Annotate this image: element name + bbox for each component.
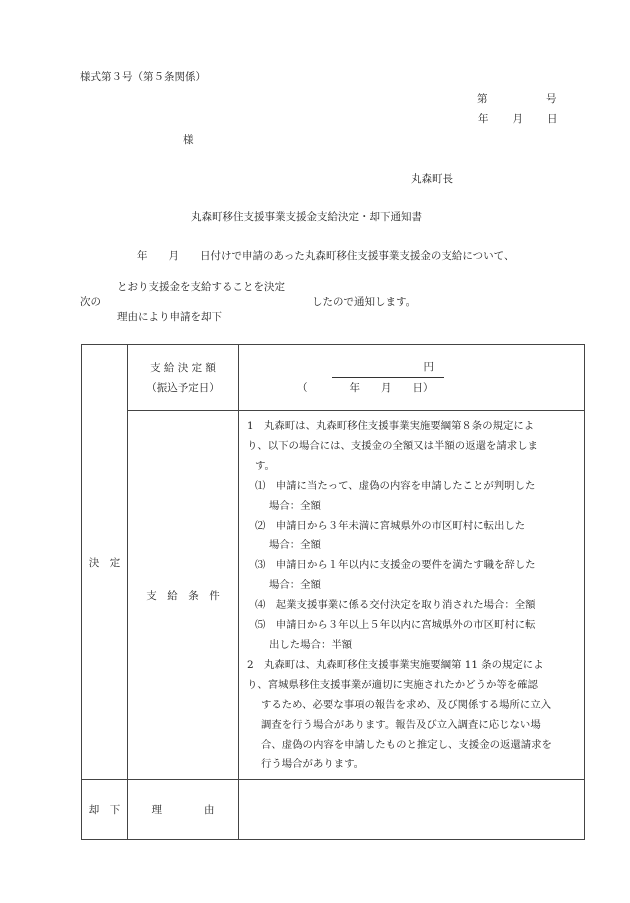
condition-line: 2 丸森町は、丸森町移住支援事業実施要綱第 11 条の規定によ xyxy=(247,658,544,671)
amount-field[interactable] xyxy=(332,357,444,378)
condition-line: 場合：全額 xyxy=(269,499,321,512)
transfer-date-value[interactable]: （ 年 月 日） xyxy=(297,382,434,394)
condition-line: ⑶ 申請日から１年以内に支援金の要件を満たす職を辞した xyxy=(255,559,536,572)
condition-line: 行う場合があります。 xyxy=(261,758,365,771)
option-reject: 理由により申請を却下 xyxy=(117,311,222,323)
condition-line: り、宮城県移住支援事業が適切に実施されたかどうか等を確認 xyxy=(247,678,538,691)
conditions-label: 支 給 条 件 xyxy=(146,589,220,602)
condition-line: ⑵ 申請日から３年未満に宮城県外の市区町村に転出した xyxy=(255,519,526,532)
decision-table xyxy=(81,344,585,840)
conditions-cell xyxy=(239,411,585,780)
reject-label: 却 下 xyxy=(88,804,121,817)
reason-label: 理 由 xyxy=(151,804,215,817)
condition-line: す。 xyxy=(255,459,275,472)
condition-line: するため、必要な事項の報告を求め、及び関係する場所に立入 xyxy=(261,698,552,711)
addressee-suffix: 様 xyxy=(183,134,194,146)
conditions-label-cell xyxy=(128,411,239,780)
option-grant: とおり支援金を支給することを決定 xyxy=(117,281,285,293)
reason-label-cell xyxy=(128,780,239,840)
condition-line: 合、虚偽の内容を申請したものと推定し、支援金の返還請求を xyxy=(261,738,552,751)
form-number: 様式第３号（第５条関係） xyxy=(80,71,206,83)
condition-line: ⑸ 申請日から３年以上５年以内に宮城県外の市区町村に転 xyxy=(255,619,536,632)
document-date: 年 月 日 xyxy=(478,113,559,125)
prefix-next: 次の xyxy=(80,296,101,308)
condition-line: 場合：全額 xyxy=(269,539,321,552)
condition-line: ⑴ 申請に当たって、虚偽の内容を申請したことが判明した xyxy=(255,479,536,492)
page-title: 丸森町移住支援事業支援金支給決定・却下通知書 xyxy=(191,211,422,223)
yen-unit: 円 xyxy=(423,361,434,373)
condition-line: 出した場合：半額 xyxy=(269,638,353,651)
condition-line: ⑷ 起業支援事業に係る交付決定を取り消された場合：全額 xyxy=(255,599,536,612)
reject-cell xyxy=(82,780,128,840)
reason-value-cell[interactable] xyxy=(239,780,585,840)
decision-label: 決 定 xyxy=(88,556,121,569)
condition-line: り、以下の場合には、支援金の全額又は半額の返還を請求しま xyxy=(247,439,538,452)
transfer-date-label: （振込予定日） xyxy=(146,381,220,394)
intro-line: 年 月 日付けで申請のあった丸森町移住支援事業支援金の支給について、 xyxy=(137,250,515,262)
notice-suffix: したので通知します。 xyxy=(312,296,417,308)
decision-cell xyxy=(82,345,128,780)
amount-label: 支 給 決 定 額 xyxy=(150,361,216,374)
condition-line: 調査を行う場合があります。報告及び立入調査に応じない場 xyxy=(261,718,541,731)
condition-line: 1 丸森町は、丸森町移住支援事業実施要綱第８条の規定によ xyxy=(247,420,535,432)
issuer: 丸森町長 xyxy=(411,173,453,185)
document-number: 第 号 xyxy=(477,93,558,105)
amount-value-cell[interactable] xyxy=(239,345,585,411)
condition-line: 場合：全額 xyxy=(269,579,321,592)
amount-label-cell xyxy=(128,345,239,411)
